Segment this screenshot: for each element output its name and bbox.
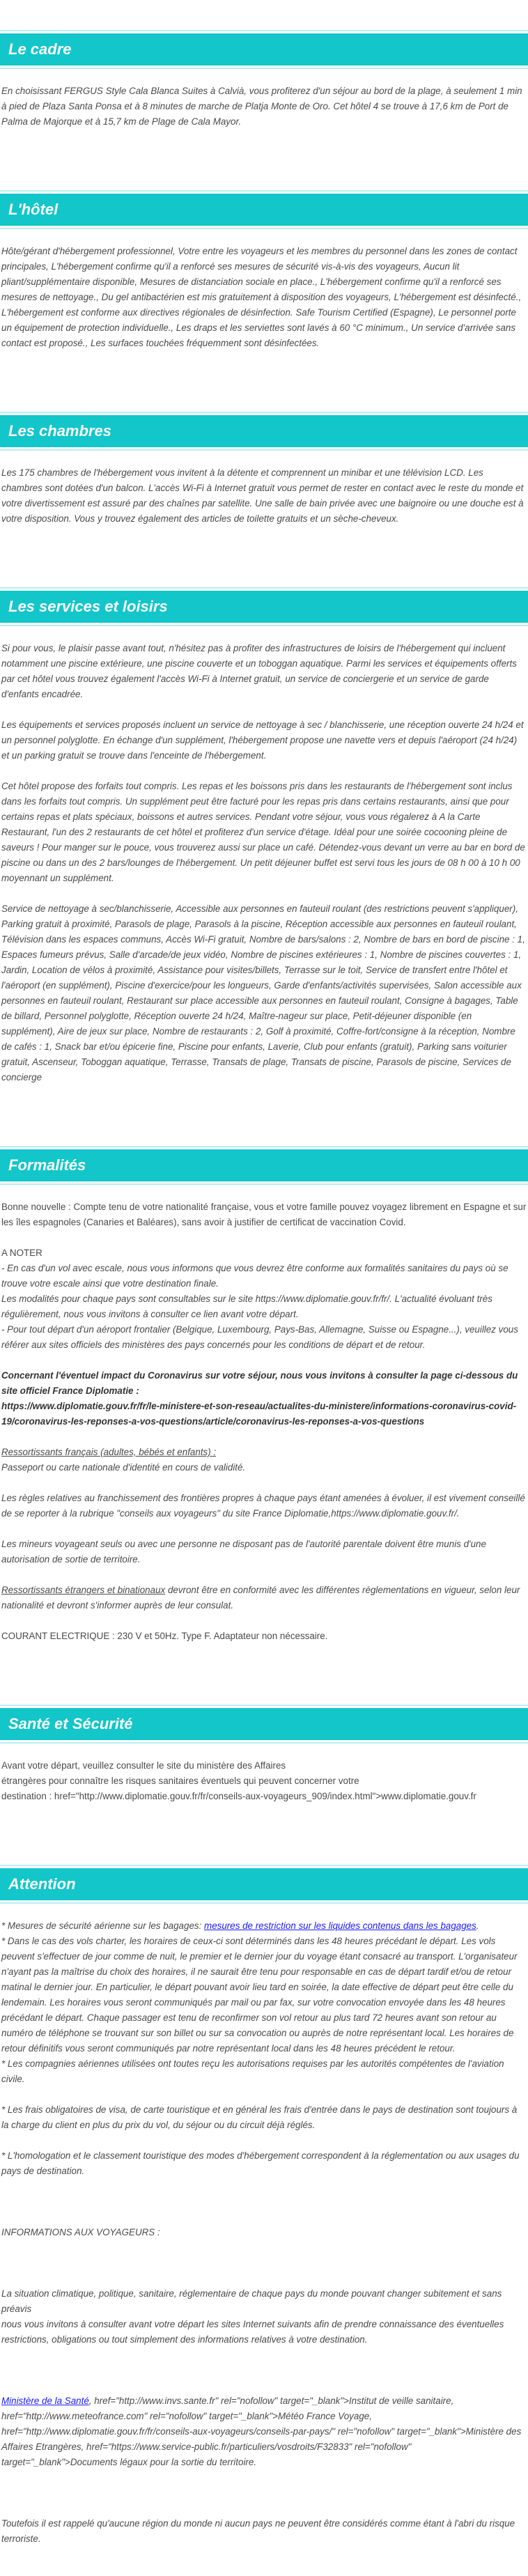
services-equipements: Les équipements et services proposés incluent un service de nettoyage à sec / blanchisserie, une réception ouverte 24 h/24 et un personnel polyglotte. En échange d'un supplément, l'hébergement propose une navette vers et depuis l'aéroport (24 h/24) et un parking gratuit se trouve dans l'enceinte de l'hébergement.: [1, 720, 524, 761]
formalites-etrangers: [0, 1583, 528, 1613]
section-chambres: [0, 415, 528, 556]
services-liste: Service de nettoyage à sec/blanchisserie, Accessible aux personnes en fauteuil roulant (des restrictions peuvent s'appliquer), Parking gratuit à proximité, Parasols de plage, Parasols à la piscine, Réception accessible aux personnes en fauteuil roulant, Télévision dans les espaces communs, Accès Wi-Fi gratuit, Nombre de bars/salons : 2, Nombre de bars en bord de piscine : 1, Espaces fumeurs prévus, Salle d'arcade/de jeux vidéo, Nombre de piscines extérieures : 1, Nombre de piscines couvertes : 1, Jardin, Location de vélos à proximité, Assistance pour visites/billets, Terrasse sur le toit, Service de transfert entre l'hôtel et l'aéroport (en supplément), Piscine d'exercice/pour les longueurs, Garde d'enfants/activités supervisées, Salon accessible aux personnes en fauteuil roulant, Restaurant sur place accessible aux personnes en fauteuil roulant, Consigne à bagages, Table de billard, Personnel polyglotte, Réception ouverte 24 h/24, Maître-nageur sur place, Petit-déjeuner disponible (en supplément), Aire de jeux sur place, Nombre de restaurants : 2, Golf à proximité, Coffre-fort/consigne à la réception, Nombre de cafés : 1, Snack bar et/ou épicerie fine, Piscine pour enfants, Laverie, Club pour enfants (gratuit), Parking sans voiturier gratuit, Ascenseur, Toboggan aquatique, Terrasse, Transats de plage, Transats de piscine, Parasols de piscine, Services de concierge: [1, 903, 525, 1083]
formalites-mineurs: Les mineurs voyageant seuls ou avec une personne ne disposant pas de l'autorité parentale doivent être munis d'une autorisation de sortie de territoire.: [1, 1539, 486, 1565]
formalites-escale: - En cas d'un vol avec escale, nous vous informons que vous devrez être conforme aux formalités sanitaires du pays où se trouve votre escale ainsi que votre destination finale.: [1, 1263, 508, 1289]
liquides-restriction-link[interactable]: mesures de restriction sur les liquides contenus dans les bagages: [204, 1921, 476, 1931]
formalites-courant: COURANT ELECTRIQUE : 230 V et 50Hz. Type F. Adaptateur non nécessaire.: [1, 1631, 328, 1641]
section-title-formalites: Formalités: [0, 1149, 528, 1181]
section-title-cadre: Le cadre: [0, 33, 528, 65]
attention-frais-visa: * Les frais obligatoires de visa, de carte touristique et en général les frais d'entrée dans le pays de destination sont toujours à la charge du client en plus du prix du vol, du séjour ou du circuit déjà réglés.: [1, 2104, 518, 2130]
sante-line-3: destination : href="http://www.diplomatie.gouv.fr/fr/conseils-aux-voyageurs_909/index.html">www.diplomatie.gouv.fr: [1, 1791, 476, 1801]
formalites-regles-frontieres: Les règles relatives au franchissement des frontières propres à chaque pays étant amenées à évoluer, il est vivement conseillé de se reporter à la rubrique "conseils aux voyageurs" du site France Diplomatie,https://www.diplomatie.gouv.fr/.: [1, 1493, 525, 1519]
cadre-text: En choisissant FERGUS Style Cala Blanca Suites à Calvià, vous profiterez d'un séjour au bord de la plage, à seulement 1 min à pied de Plaza Santa Ponsa et à 8 minutes de marche de Platja Monte de Oro. Cet hôtel 4 se trouve à 17,6 km de Port de Palma de Majorque et à 15,7 km de Plage de Cala Mayor.: [1, 86, 522, 127]
formalites-coronavirus-link: https://www.diplomatie.gouv.fr/fr/le-ministere-et-son-reseau/actualites-du-ministere/informations-coronavirus-covid-19/coronavirus-les-reponses-a-vos-questions/article/coronavirus-les-reponses-a-vos-questions: [1, 1401, 517, 1427]
section-title-services: Les services et loisirs: [0, 591, 528, 623]
attention-vols-charter: * Dans le cas des vols charter, les horaires de ceux-ci sont déterminés dans les 48 heures précédant le départ. Les vols peuvent s'effectuer de jour comme de nuit, le premier et le dernier jour du voyage étant consacré au transport. L'organisateur n'ayant pas la maîtrise du choix des horaires, il ne saurait être tenu pour responsable en cas de départ tardif et/ou de retour matinal le dernier jour. En particulier, le départ pouvant avoir lieu tard en soirée, la date effective de départ peut être celle du lendemain. Les horaires vous seront communiqués par mail ou par fax, sur votre convocation envoyée dans les 48 heures précédant le départ. Chaque passager est tenu de reconfirmer son vol retour au plus tard 72 heures avant son retour au numéro de téléphone se trouvant sur son billet ou sur sa convocation ou auprès de notre représentant local. Les horaires de retour définitifs vous seront communiqués par notre représentant local dans les 48 heures précédent le retour.: [1, 1936, 518, 2054]
page: [0, 33, 528, 2576]
section-title-sante: Santé et Sécurité: [0, 1708, 528, 1740]
services-restauration: Cet hôtel propose des forfaits tout compris. Les repas et les boissons pris dans les restaurants de l'hébergement sont inclus dans les forfaits tout compris. Un supplément peut être facturé pour les repas pris dans certains restaurants, ainsi que pour certains repas et plats spéciaux, boissons et autres services. Pendant votre séjour, vous vous régalerez à A la Carte Restaurant, l'un des 2 restaurants de cet hôtel et profiterez d'un service d'étage. Idéal pour une soirée cocooning pleine de saveurs ! Pour manger sur le pouce, vous trouverez aussi sur place un café. Détendez-vous devant un verre au bar en bord de piscine ou dans un des 2 bars/lounges de l'hébergement. Un petit déjeuner buffet est servi tous les jours de 08 h 00 à 10 h 00 moyennant un supplément.: [1, 781, 525, 883]
section-hotel: [0, 194, 528, 380]
section-cadre: [0, 33, 528, 159]
attention-liens-text: , href="http://www.invs.sante.fr" rel="nofollow" target="_blank">Institut de veille sanitaire, href="http://www.meteofrance.com" rel="nofollow" target="_blank">Météo France Voyage, href="http://www.diplomatie.gouv.fr/fr/conseils-aux-voyageurs/conseils-par-pays/" rel="nofollow" target="_blank">Ministère des Affaires Etrangères, href="https://www.service-public.fr/particuliers/vosdroits/F32833" rel="nofollow" target="_blank">Documents légaux pour la sortie du territoire.: [1, 2396, 522, 2467]
section-sante: [0, 1708, 528, 1833]
formalites-ressortissants-francais: Ressortissants français (adultes, bébés et enfants) :: [1, 1447, 217, 1457]
attention-homologation: * L'homologation et le classement touristique des modes d'hébergement correspondent à la réglementation ou aux usages du pays de destination.: [1, 2150, 520, 2176]
formalites-aeroport-frontalier: - Pour tout départ d'un aéroport frontalier (Belgique, Luxembourg, Pays-Bas, Allemagne, Suisse ou Espagne...), veuillez vous référer aux sites officiels des ministères des pays concernés pour les conditions de départ et de retour.: [1, 1324, 518, 1350]
chambres-text: Les 175 chambres de l'hébergement vous invitent à la détente et comprennent un minibar et une télévision LCD. Les chambres sont dotées d'un balcon. L'accès Wi-Fi à Internet gratuit vous permet de rester en contact avec le reste du monde et votre divertissement est assuré par des chaînes par satellite. Une salle de bain privée avec une baignoire ou une douche est à votre disposition. Vous y trouvez également des articles de toilette gratuits et un sèche-cheveux.: [1, 467, 524, 524]
attention-bagages-text: * Mesures de sécurité aérienne sur les bagages:: [1, 1921, 205, 1931]
formalites-passeport: Passeport ou carte nationale d'identité en cours de validité.: [1, 1462, 246, 1473]
attention-bagages: [0, 1918, 528, 1934]
sante-line-1: Avant votre départ, veuillez consulter le site du ministère des Affaires: [1, 1760, 286, 1771]
spacer: [0, 2363, 528, 2393]
hotel-text: Hôte/gérant d'hébergement professionnel, Votre entre les voyageurs et les membres du personnel dans les zones de contact principales, L'hébergement confirme qu'il a renforcé ses mesures de sécurité vis-à-vis des voyageurs, Aucun lit pliant/supplémentaire disponible, Mesures de distanciation sociale en place., L'hébergement confirme qu'il a renforcé ses mesures de nettoyage., Du gel antibactérien est mis gratuitement à disposition des voyageurs, L'hébergement est désinfecté., L'hébergement est conforme aux directives régionales de désinfection. Safe Tourism Certified (Espagne), Le personnel porte un équipement de protection individuelle., Les draps et les serviettes sont lavés à 60 °C minimum., Un service d'arrivée sans contact est proposé., Les surfaces touchées fréquemment sont désinfectées.: [1, 246, 522, 348]
formalites-etrangers-text: devront être en conformité avec les différentes réglementations en vigueur, selon leur nationalité et devront s'informer auprès de leur consulat.: [1, 1585, 520, 1611]
formalites-modalites: Les modalités pour chaque pays sont consultables sur le site https://www.diplomatie.gouv.fr/fr/. L'actualité évoluant très régulièrement, nous vous invitons à consulter ce lien avant votre départ.: [1, 1294, 492, 1319]
section-title-attention: Attention: [0, 1868, 528, 1900]
section-formalites: [0, 1149, 528, 1673]
spacer: [0, 2194, 528, 2225]
spacer: [0, 2256, 528, 2286]
formalites-etrangers-label: Ressortissants étrangers et binationaux: [1, 1585, 166, 1595]
section-title-chambres: Les chambres: [0, 415, 528, 447]
attention-compagnies: * Les compagnies aériennes utilisées ont toutes reçu les autorisations requises par les autorités compétentes de l'aviation civile.: [1, 2058, 504, 2084]
section-attention: [0, 1868, 528, 2576]
services-intro: Si pour vous, le plaisir passe avant tout, n'hésitez pas à profiter des infrastructures de loisirs de l'hébergement qui incluent notamment une piscine extérieure, une piscine couverte et un toboggan aquatique. Parmi les services et équipements offerts par cet hôtel vous trouvez également l'accès Wi-Fi à Internet gratuit, un service de conciergerie et un service de garde d'enfants encadrée.: [1, 643, 517, 699]
spacer: [0, 2485, 528, 2516]
attention-liens: [0, 2393, 528, 2470]
formalites-bonne-nouvelle: Bonne nouvelle : Compte tenu de votre nationalité française, vous et votre famille pouvez voyagez librement en Espagne et sur les îles espagnoles (Canaries et Baléares), sans avoir à justifier de certificat de vaccination Covid.: [1, 1202, 527, 1227]
attention-consulter: nous vous invitons à consulter avant votre départ les sites Internet suivants afin de prendre connaissance des éventuelles restrictions, obligations ou tout simplement des informations relatives à votre destination.: [1, 2319, 504, 2345]
attention-situation: La situation climatique, politique, sanitaire, réglementaire de chaque pays du monde pouvant changer subitement et sans préavis: [1, 2288, 502, 2314]
attention-informations-voyageurs: INFORMATIONS AUX VOYAGEURS :: [1, 2227, 160, 2237]
sante-line-2: étrangères pour connaître les risques sanitaires éventuels qui peuvent concerner votre: [1, 1776, 359, 1786]
section-title-hotel: L'hôtel: [0, 194, 528, 226]
formalites-coronavirus: Concernant l'éventuel impact du Coronavirus sur votre séjour, nous vous invitons à consulter la page ci-dessous du site officiel France Diplomatie :: [1, 1370, 518, 1396]
formalites-a-noter: A NOTER: [1, 1248, 42, 1258]
ministere-sante-link[interactable]: Ministère de la Santé: [1, 2396, 89, 2406]
attention-bagages-end: .: [476, 1921, 479, 1931]
attention-terrorisme: Toutefois il est rappelé qu'aucune région du monde ni aucun pays ne peuvent être considérés comme étant à l'abri du risque terroriste.: [1, 2518, 515, 2544]
section-services: [0, 591, 528, 1115]
